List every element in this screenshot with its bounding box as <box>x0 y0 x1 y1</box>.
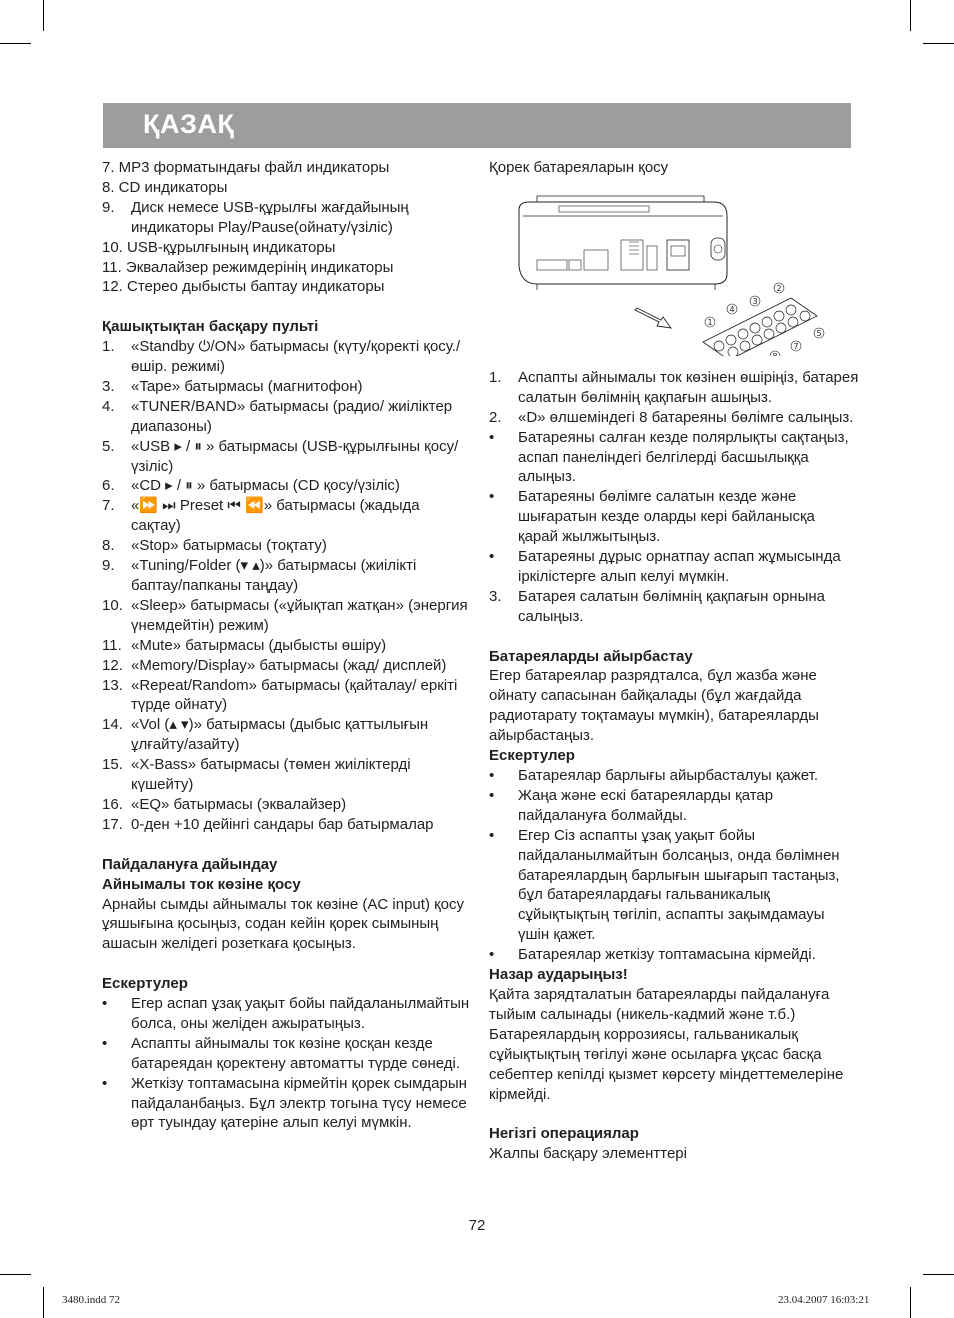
list-item: • Батареяны бөлімге салатын кезде және шығаратын кезде оларды кері байланысқа қарай жылжытыңыз. <box>489 488 815 546</box>
svg-text:7: 7 <box>793 341 799 351</box>
svg-text:2: 2 <box>776 283 782 293</box>
list-item: 9. Диск немесе USB-құрылғы жағдайының индикаторы Play/Pause(ойнату/үзіліс) <box>102 198 409 236</box>
page-number: 72 <box>468 1217 486 1234</box>
crop-mark <box>923 1274 954 1275</box>
battery-compartment-diagram <box>489 186 839 356</box>
list-item: 17. 0-ден +10 дейінгі сандары бар батырмалар <box>102 815 434 833</box>
prep-heading: Пайдалануға дайындау <box>102 855 278 873</box>
list-item: • Жаңа және ескі батареяларды қатар пайдалануға болмайды. <box>489 786 774 824</box>
svg-text:3: 3 <box>752 296 758 306</box>
list-item: 15. «X-Bass» батырмасы (төмен жиіліктерді күшейту) <box>102 756 411 794</box>
crop-mark <box>910 1287 911 1318</box>
replace-paragraph: Егер батареялар разрядталса, бұл жазба және ойнату сапасынан байқалады (бұл жағдайда радиотарату тоқтамауы мүмкін), батареяларды айырбастаңыз. <box>489 667 819 745</box>
list-item: 13. «Repeat/Random» батырмасы (қайталау/ еркіті түрде ойнату) <box>102 676 458 714</box>
ac-paragraph: Арнайы сымды айнымалы ток көзіне (AC input) қосу ұяшығына қосыңыз, содан кейін қорек сымының ашасын желідегі розеткаға қосыңыз. <box>102 895 465 953</box>
list-item: 12. «Memory/Display» батырмасы (жад/ дисплей) <box>102 656 447 674</box>
remote-heading: Қашықтықтан басқару пульті <box>102 318 319 336</box>
ac-heading: Айнымалы ток көзіне қосу <box>102 875 301 893</box>
list-item: 4. «TUNER/BAND» батырмасы (радио/ жиіліктер диапазоны) <box>102 397 453 435</box>
notes-heading: Ескертулер <box>489 747 575 765</box>
list-item: 7. «⏩ ⏭ Preset ⏮ ⏪» батырмасы (жадыда сақтау) <box>102 497 420 535</box>
replace-heading: Батареяларды айырбастау <box>489 647 693 665</box>
list-item: 3. «Tape» батырмасы (магнитофон) <box>102 377 363 395</box>
remote-list <box>102 337 470 835</box>
list-item: • Батареялар жеткізу топтамасына кірмейді. <box>489 946 816 964</box>
section-header-bar <box>103 103 851 148</box>
ops-heading: Негізгі операциялар <box>489 1125 639 1143</box>
list-item: 10. USB-құрылғының индикаторы <box>102 238 336 256</box>
left-column <box>102 158 470 1133</box>
device-illustration <box>489 186 839 356</box>
list-item: • Батареялар барлығы айырбасталуы қажет. <box>489 767 819 785</box>
crop-mark <box>0 1274 31 1275</box>
battery-heading: Қорек батареяларын қосу <box>489 159 669 176</box>
footer-file-info: 3480.indd 72 <box>62 1294 121 1306</box>
list-item: 16. «EQ» батырмасы (эквалайзер) <box>102 795 347 813</box>
list-item: 12. Стерео дыбысты баптау индикаторы <box>102 278 385 296</box>
svg-text:1: 1 <box>707 317 713 327</box>
crop-mark <box>910 0 911 31</box>
footer-timestamp: 23.04.2007 16:03:21 <box>778 1294 870 1306</box>
list-item: 10. «Sleep» батырмасы («ұйықтап жатқан» (энергия үнемдейтін) режим) <box>102 596 468 634</box>
list-item: • Аспапты айнымалы ток көзіне қосқан кезде батареядан қоректену автоматты түрде сөнеді. <box>102 1034 461 1072</box>
notes-heading: Ескертулер <box>102 975 188 993</box>
list-item: • Батареяны салған кезде полярлықты сақтаңыз, аспап панеліндегі белгілерді басшылыққа алыңыз. <box>489 428 849 486</box>
list-item: 5. «USB ▸ / ⏸ » батырмасы (USB-құрылғыны қосу/үзіліс) <box>102 437 459 475</box>
crop-mark <box>43 0 44 31</box>
crop-mark <box>923 43 954 44</box>
svg-text:4: 4 <box>729 304 735 314</box>
svg-text:8 <box>772 352 777 356</box>
list-item: 6. «CD ▸ / ⏸ » батырмасы (CD қосу/үзіліс) <box>102 477 400 495</box>
list-item: • Батареяны дұрыс орнатпау аспап жұмысында іркілістерге алып келуі мүмкін. <box>489 548 841 585</box>
crop-mark <box>43 1287 44 1318</box>
svg-text:5: 5 <box>816 328 822 338</box>
list-item: 8. CD индикаторы <box>102 178 228 196</box>
list-item: 1. Аспапты айнымалы ток көзінен өшіріңіз, батарея салатын бөлімнің қақпағын ашыңыз. <box>489 368 859 406</box>
list-item: 14. «Vol (▴ ▾)» батырмасы (дыбыс қаттылығын ұлғайту/азайту) <box>102 716 429 754</box>
list-item: 11. Эквалайзер режимдерінің индикаторы <box>102 258 394 276</box>
list-item: • Егер Сіз аспапты ұзақ уақыт бойы пайдаланылмайтын болсаңыз, онда бөлімнен батареялардың барлығын шығарып тастаңыз, бұл батареялардағы гальваникалық сұйықтықтың төгіліп, аспапты зақымдамауы үшін қажет. <box>489 826 840 944</box>
right-column <box>489 158 859 1164</box>
list-item: • Егер аспап ұзақ уақыт бойы пайдаланылмайтын болса, оны желіден ажыратыңыз. <box>102 995 470 1032</box>
list-item: 7. MP3 форматындағы файл индикаторы <box>102 159 390 176</box>
list-item: 2. «D» өлшеміндегі 8 батареяны бөлімге салыңыз. <box>489 408 854 426</box>
list-item: 9. «Tuning/Folder (▾ ▴)» батырмасы (жиілікті баптау/папканы таңдау) <box>102 557 417 595</box>
crop-mark <box>0 43 31 44</box>
attention-paragraph: Батареялардың коррозиясы, гальваникалық сұйықтықтың төгілуі және осыларға ұқсас басқа себептер кепілді қызмет көрсету міндеттемелеріне кірмейді. <box>489 1025 844 1103</box>
list-item: 11. «Mute» батырмасы (дыбысты өшіру) <box>102 636 387 654</box>
list-item: • Жеткізу топтамасына кірмейтін қорек сымдарын пайдаланбаңыз. Бұл электр тогына түсу немесе өрт туындау қатеріне алып келуі мүмкін. <box>102 1074 467 1132</box>
attention-paragraph: Қайта зарядталатын батареяларды пайдалануға тыйым салынады (никель-кадмий және т.б.) <box>489 985 830 1023</box>
attention-heading: Назар аударыңыз! <box>489 966 628 984</box>
list-item: 3. Батарея салатын бөлімнің қақпағын орнына салыңыз. <box>489 587 825 625</box>
language-title: ҚАЗАҚ <box>143 109 235 139</box>
list-item: 1. «Standby ⏻/ON» батырмасы (күту/қоректі қосу./өшір. режимі) <box>102 338 461 376</box>
ops-subheading: Жалпы басқару элементтері <box>489 1145 687 1163</box>
list-item: 8. «Stop» батырмасы (тоқтату) <box>102 537 327 555</box>
